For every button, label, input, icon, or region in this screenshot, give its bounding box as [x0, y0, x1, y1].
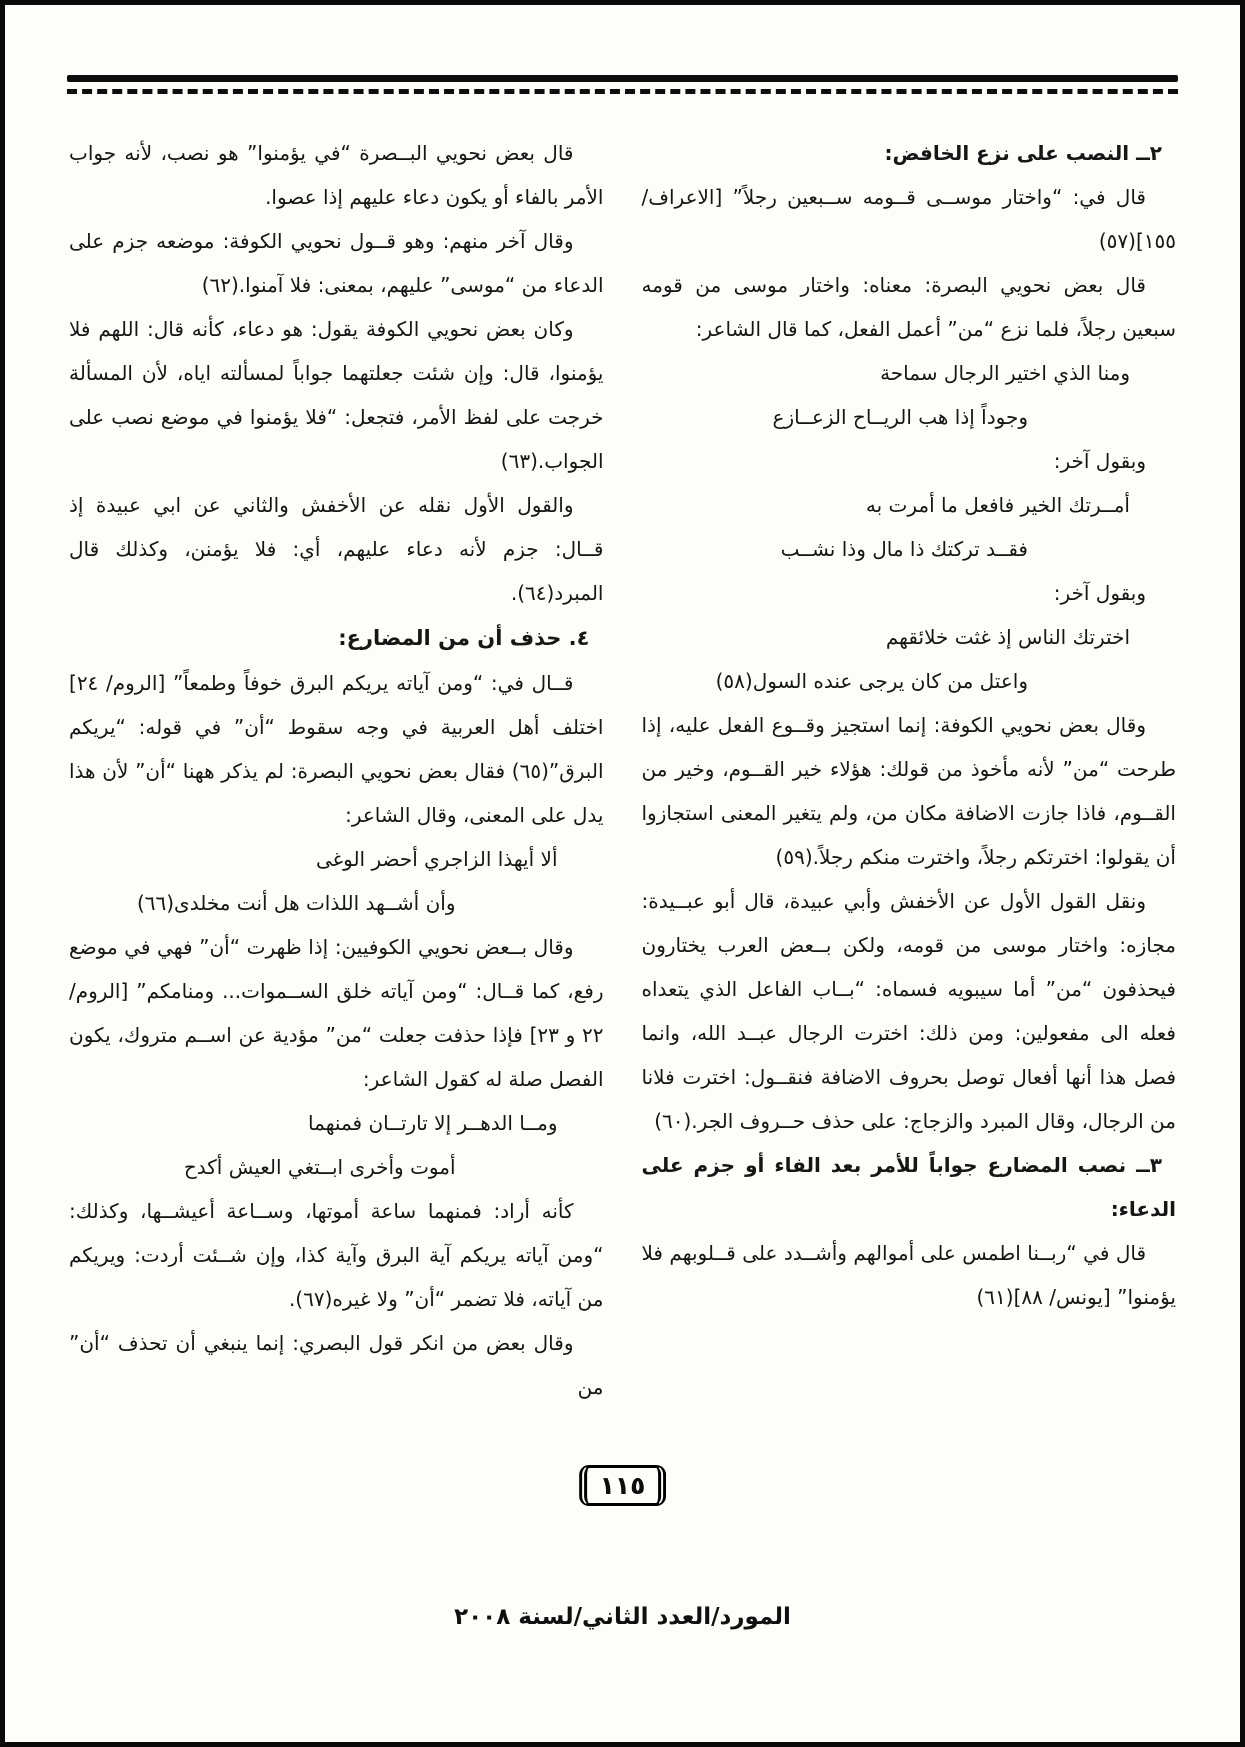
- verse-line: وأن أشــهد اللذات هل أنت مخلدى(٦٦): [136, 891, 456, 916]
- verse-line: فقــد تركتك ذا مال وذا نشــب: [780, 537, 1028, 561]
- paragraph: وقال بــعض نحويي الكوفيين: إذا ظهرت “أن” فهي في موضع رفع، كما قــال: “ومن آياته خلق الســموات... ومنامكم” [الروم/ ٢٢ و ٢٣] فإذا حذفت جعلت “من” مؤدية عن اســم متروك، يكون الفصل صلة له كقول الشاعر:: [69, 935, 604, 1092]
- verse-line: اخترتك الناس إذ غثت خلائقهم: [885, 625, 1130, 649]
- paragraph: وقال بعض من انكر قول البصري: إنما ينبغي أن تحذف “أن” من: [69, 1331, 604, 1400]
- verse-line: أمــرتك الخير فافعل ما أمرت به: [865, 493, 1130, 517]
- paragraph: وبقول آخر:: [1053, 449, 1146, 473]
- paragraph: قال في: “واختار موســى قــومه ســبعين رجلاً” [الاعراف/ ١٥٥](٥٧): [641, 185, 1176, 253]
- paragraph: وقال بعض نحويي الكوفة: إنما استجيز وقــوع الفعل عليه، إذا طرحت “من” لأنه مأخوذ من قولك: هؤلاء خير القــوم، وخير من القــوم، فاذا جازت الاضافة مكان من، ولم يتغير المعنى استجازوا أن يقولوا: اخترتكم رجلاً، واخترت منكم رجلاً.(٥٩): [641, 713, 1176, 869]
- verse-line: ومنا الذي اختير الرجال سماحة: [880, 361, 1130, 385]
- section-heading: ٤. حذف أن من المضارع:: [338, 626, 590, 650]
- page-number: ١١٥: [579, 1465, 667, 1506]
- section-heading: ٢ــ النصب على نزع الخافض:: [884, 141, 1162, 165]
- footer-journal-line: المورد/العدد الثاني/لسنة ٢٠٠٨: [454, 1604, 791, 1630]
- verse-line: واعتل من كان يرجى عنده السول(٥٨): [715, 669, 1028, 693]
- paragraph: قــال في: “ومن آياته يريكم البرق خوفاً وطمعاً” [الروم/ ٢٤] اختلف أهل العربية في وجه سقوط “أن” في قوله: “يريكم البرق”(٦٥) فقال بعض نحويي البصرة: لم يذكر ههنا “أن” لأن هذا يدل على المعنى، وقال الشاعر:: [69, 671, 604, 828]
- paragraph: والقول الأول نقله عن الأخفش والثاني عن ابي عبيدة إذ قــال: جزم لأنه دعاء عليهم، أي: فلا يؤمنن، وكذلك قال المبرد(٦٤).: [69, 493, 604, 605]
- paragraph: قال في “ربــنا اطمس على أموالهم وأشــدد على قــلوبهم فلا يؤمنوا” [يونس/ ٨٨](٦١): [641, 1241, 1176, 1309]
- verse-line: ومــا الدهــر إلا تارتــان فمنهما: [308, 1111, 558, 1136]
- verse-line: وجوداً إذا هب الريــاح الزعــازع: [772, 405, 1028, 429]
- paragraph: وبقول آخر:: [1053, 581, 1146, 605]
- text-column-left: [69, 131, 604, 1441]
- paragraph: وكان بعض نحويي الكوفة يقول: هو دعاء، كأنه قال: اللهم فلا يؤمنوا، قال: وإن شئت جعلتهما جواباً لمسألته اياه، لأن المسألة خرجت على لفظ الأمر، فتجعل: “فلا يؤمنوا في موضع نصب على الجواب.(٦٣): [69, 317, 604, 473]
- paragraph: قال بعض نحويي البــصرة “في يؤمنوا” هو نصب، لأنه جواب الأمر بالفاء أو يكون دعاء عليهم إذا عصوا.: [69, 141, 604, 209]
- paragraph: قال بعض نحويي البصرة: معناه: واختار موسى من قومه سبعين رجلاً، فلما نزع “من” أعمل الفعل، كما قال الشاعر:: [641, 273, 1176, 341]
- top-rule-thick: [67, 75, 1178, 82]
- paragraph: كأنه أراد: فمنهما ساعة أموتها، وســاعة أعيشــها، وكذلك: “ومن آياته يريكم آية البرق وآية كذا، وإن شــئت أردت: ويريكم من آياته، فلا تضمر “أن” ولا غيره(٦٧).: [69, 1199, 604, 1312]
- paragraph: وقال آخر منهم: وهو قــول نحويي الكوفة: موضعه جزم على الدعاء من “موسى” عليهم، بمعنى: فلا آمنوا.(٦٢): [69, 229, 604, 297]
- section-heading: ٣ــ نصب المضارع جواباً للأمر بعد الفاء أو جزم على الدعاء:: [641, 1153, 1176, 1221]
- two-column-text: [69, 131, 1176, 1441]
- header-rules: [67, 75, 1178, 94]
- top-rule-dashed: [67, 89, 1178, 94]
- verse-line: ألا أيهذا الزاجري أحضر الوغى: [316, 847, 558, 872]
- verse-line: أموت وأخرى ابــتغي العيش أكدح: [183, 1155, 456, 1180]
- text-column-right: [642, 131, 1177, 1441]
- paragraph: ونقل القول الأول عن الأخفش وأبي عبيدة، قال أبو عبــيدة: مجازه: واختار موسى من قومه، ولكن بــعض العرب يختارون فيحذفون “من” أما سيبويه فسماه: “بــاب الفاعل الذي يتعداه فعله الى مفعولين: ومن ذلك: اخترت الرجال عبــد الله، وانما فصل هذا أنها أفعال توصل بحروف الاضافة فنقــول: اخترت فلانا من الرجال، وقال المبرد والزجاج: على حذف حــروف الجر.(٦٠): [641, 889, 1176, 1133]
